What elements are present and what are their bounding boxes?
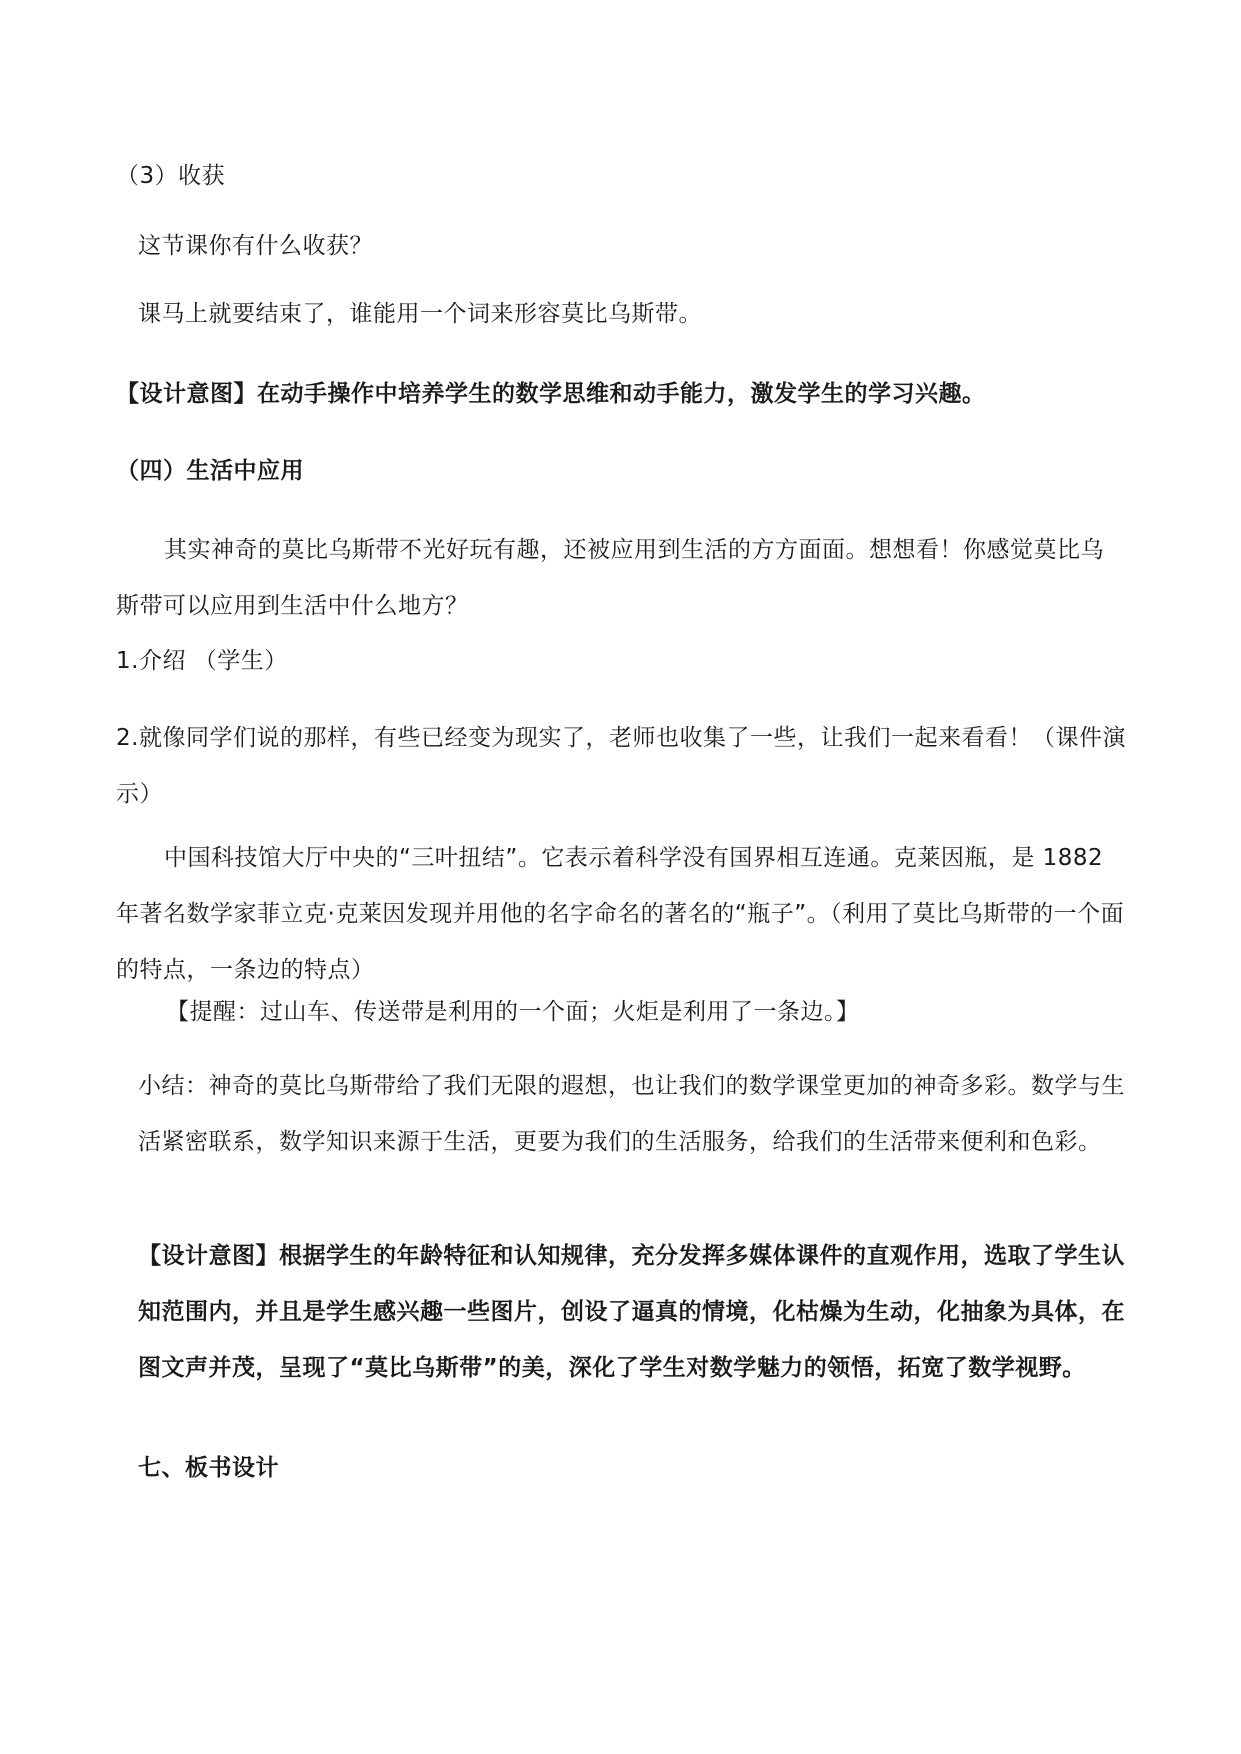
examples-paragraph: 中国科技馆大厅中央的“三叶扭结”。它表示着科学没有国界相互连通。克莱因瓶，是 1882 年著名数学家菲立克·克莱因发现并用他的名字命名的著名的“瓶子”。（利用了莫比乌斯带的一个面的特点，一条边的特点） <box>116 845 1125 983</box>
list-item-2: 2.就像同学们说的那样，有些已经变为现实了，老师也收集了一些，让我们一起来看看！（课件演示） <box>116 725 1126 807</box>
reminder-note: 【提醒：过山车、传送带是利用的一个面；火炬是利用了一条边。】 <box>166 999 860 1025</box>
harvest-question-2: 课马上就要结束了，谁能用一个词来形容莫比乌斯带。 <box>138 301 702 327</box>
section-7-heading: 七、板书设计 <box>138 1455 279 1481</box>
harvest-heading: （3）收获 <box>116 163 226 189</box>
design-intent-1: 【设计意图】在动手操作中培养学生的数学思维和动手能力，激发学生的学习兴趣。 <box>116 381 986 407</box>
harvest-question-1: 这节课你有什么收获？ <box>138 233 373 259</box>
summary-paragraph: 小结：神奇的莫比乌斯带给了我们无限的遐想，也让我们的数学课堂更加的神奇多彩。数学与生活紧密联系，数学知识来源于生活，更要为我们的生活服务，给我们的生活带来便利和色彩。 <box>138 1073 1125 1155</box>
design-intent-2: 【设计意图】根据学生的年龄特征和认知规律，充分发挥多媒体课件的直观作用，选取了学生认知范围内，并且是学生感兴趣一些图片，创设了逼真的情境，化枯燥为生动，化抽象为具体，在图文声并茂，呈现了“莫比乌斯带”的美，深化了学生对数学魅力的领悟，拓宽了数学视野。 <box>138 1243 1125 1381</box>
list-item-1: 1.介绍 （学生） <box>116 648 288 674</box>
intro-paragraph: 其实神奇的莫比乌斯带不光好玩有趣，还被应用到生活的方方面面。想想看！你感觉莫比乌斯带可以应用到生活中什么地方？ <box>116 537 1104 619</box>
section-4-heading: （四）生活中应用 <box>116 458 304 484</box>
